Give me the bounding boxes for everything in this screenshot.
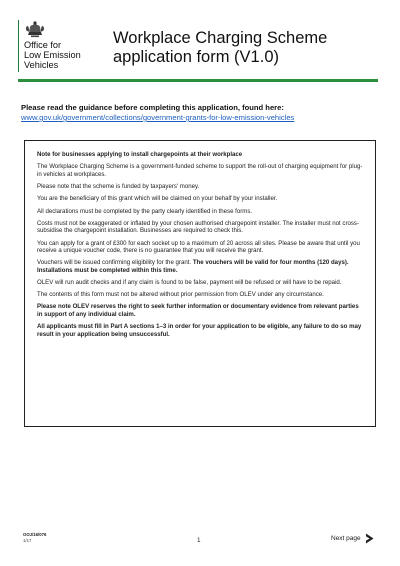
notes-heading: Note for businesses applying to install chargepoints at their workplace [37, 151, 243, 158]
olev-logo [18, 20, 106, 72]
next-page-label: Next page [331, 535, 361, 542]
vouchers-validity-text: The vouchers will be valid for four months (120 days). Installations must be completed within this time. [37, 259, 349, 274]
note-paragraph-bold: All applicants must fill in Part A sections 1–3 in order for your application to be eligible, any failure to do so may result in your application being unsuccessful. [37, 323, 362, 338]
guidance-heading: Please read the guidance before completing this application, found here: [21, 103, 284, 112]
note-paragraph: OLEV will run audit checks and if any claim is found to be false, payment will be refused or will have to be repaid. [37, 279, 342, 287]
note-paragraph-vouchers [37, 259, 365, 274]
note-paragraph: Costs must not be exaggerated or inflated by your chosen authorised chargepoint installer. The installer must not cross-subsidise the chargepoint installation. Businesses are required to check this. [37, 219, 360, 235]
note-paragraph-bold: Please note OLEV reserves the right to seek further information or documentary evidence from relevant parties in support of any individual claim. [37, 303, 359, 319]
next-page-link[interactable] [331, 533, 374, 544]
chevron-right-icon [365, 533, 374, 544]
note-paragraph: The Workplace Charging Scheme is a government-funded scheme to support the roll-out of charging equipment for plug-in vehicles at workplaces. [37, 163, 363, 178]
royal-crest-icon [24, 20, 46, 38]
note-paragraph: The contents of this form must not be altered without prior permission from OLEV under any circumstance. [37, 291, 324, 299]
note-paragraph: All declarations must be completed by the party clearly identified in these forms. [37, 207, 253, 215]
form-code: OOJ/16/076 [23, 532, 47, 537]
intro-section [21, 103, 381, 123]
page-number: 1 [197, 537, 201, 544]
logo-org-name: Office for Low Emission Vehicles [24, 40, 81, 70]
note-paragraph: You can apply for a grant of £300 for each socket up to a maximum of 20 across all sites. Please be aware that until you receive a unique voucher code, there is no guarantee that you will receive the grant. [37, 239, 360, 255]
header-divider [18, 79, 378, 82]
vouchers-text: Vouchers will be issued confirming eligibility for the grant. [37, 259, 193, 267]
document-title: Workplace Charging Scheme application form (V1.0) [113, 29, 328, 66]
guidance-link[interactable]: www.gov.uk/government/collections/government-grants-for-low-emission-vehicles [21, 113, 295, 122]
business-notes-box [24, 140, 376, 427]
note-paragraph: You are the beneficiary of this grant which will be claimed on your behalf by your installer. [37, 195, 278, 203]
form-date: 1/17 [23, 538, 32, 543]
note-paragraph: Please note that the scheme is funded by taxpayers' money. [37, 183, 200, 191]
